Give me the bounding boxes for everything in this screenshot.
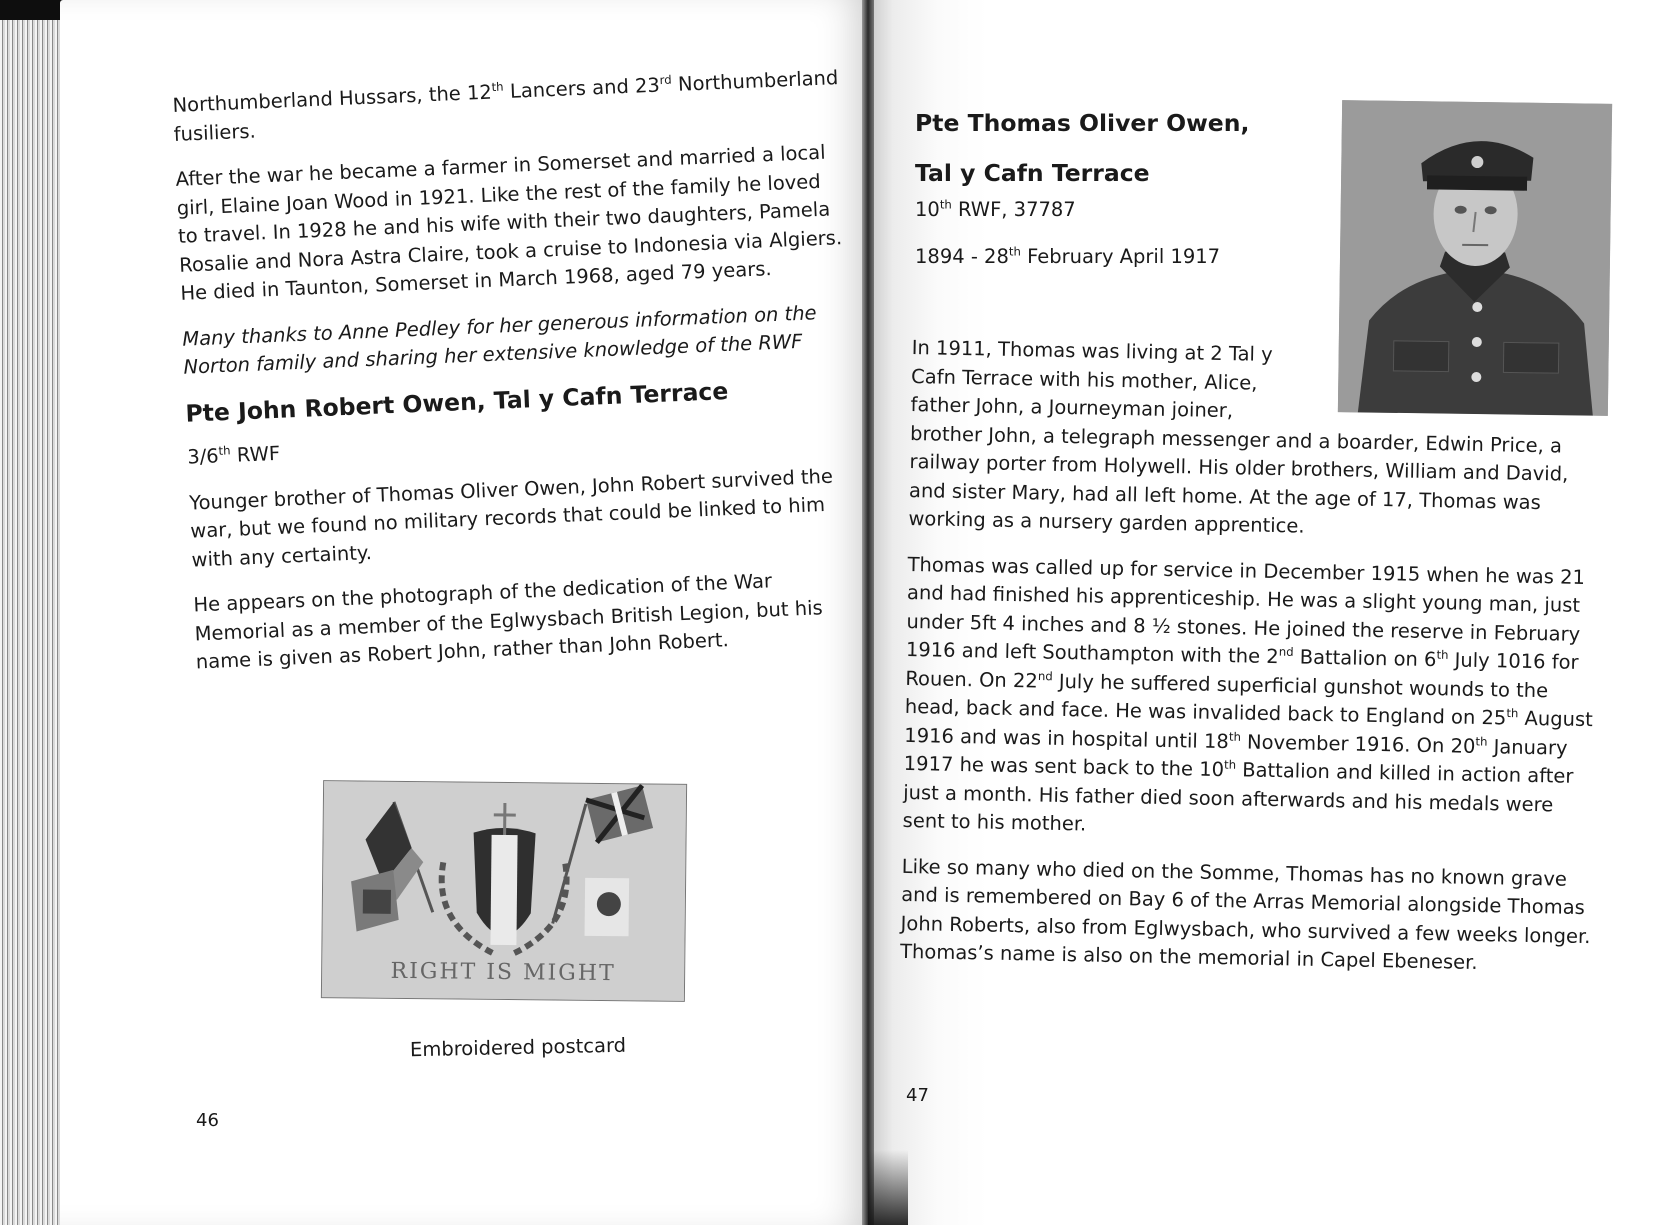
paragraph: He appears on the photograph of the dedication of the War Memorial as a member of the Eglwysbach British Legion, but his name is given as Robert John, rather than John Robert.: [193, 569, 824, 674]
paragraph: After the war he became a farmer in Somerset and married a local girl, Elaine Joan Wood in 1921. Like the rest of the family he loved to travel. In 1928 he and his wife with their two daughters, Pamela Rosalie and Nora Astra Claire, took a cruise to Indonesia via Algiers. He died in Taunton, Somerset in March 1968, aged 79 years.: [175, 140, 843, 305]
left-page-text: [172, 64, 867, 694]
section-heading-right: Pte Thomas Oliver Owen, Tal y Cafn Terrace: [915, 109, 1250, 187]
postcard-illustration: [322, 781, 686, 1001]
section-heading: Pte John Robert Owen, Tal y Cafn Terrace: [184, 376, 729, 428]
image-caption: Embroidered postcard: [409, 1033, 627, 1062]
paragraph: Northumberland Hussars, the 12th Lancers and 23rd Northumberland fusiliers.: [172, 66, 839, 146]
embroidered-postcard-image: [321, 780, 687, 1002]
page-number-right: 47: [906, 1085, 929, 1106]
life-dates: 1894 - 28th February April 1917: [915, 244, 1221, 268]
acknowledgement: Many thanks to Anne Pedley for her generous information on the Norton family and sharing her extensive knowledge of the RWF: [181, 300, 817, 379]
paragraph: Younger brother of Thomas Oliver Owen, John Robert survived the war, but we found no military records that could be linked to him with any certainty.: [188, 464, 834, 572]
paragraph: In 1911, Thomas was living at 2 Tal y Cafn Terrace with his mother, Alice, father John, a Journeyman joiner, brother John, a telegraph messenger and a boarder, Edwin Price, a railway porter from Holywell. His older brothers, William and David, and sister Mary, had all left home. At the age of 17, Thomas was working as a nursery garden apprentice.: [908, 335, 1569, 538]
page-number-left: 46: [196, 1110, 219, 1131]
service-number: 10th RWF, 37787: [915, 197, 1076, 221]
paragraph: Like so many who died on the Somme, Thomas has no known grave and is remembered on Bay 6 of the Arras Memorial alongside Thomas John Roberts, also from Eglwysbach, who survived a few weeks longer. Thomas’s name is also on the memorial in Capel Ebeneser.: [899, 854, 1591, 974]
postcard-motto: RIGHT IS MIGHT: [390, 958, 616, 987]
paragraph: Thomas was called up for service in December 1915 when he was 21 and had finished his apprenticeship. He was a slight young man, just under 5ft 4 inches and 8 ½ stones. He joined the reserve in February 1916 and left Southampton with the 2nd Battalion on 6th July 1016 for Rouen. On 22nd July he suffered superficial gunshot wounds to the head, back and face. He was invalided back to England on 25th August 1916 and was in hospital until 18th November 1916. On 20th January 1917 he was sent back to the 10th Battalion and killed in action after just a month. His father died soon afterwards and his medals were sent to his mother.: [902, 552, 1593, 836]
unit-line: 3/6th RWF: [186, 441, 281, 469]
right-page-text: [900, 334, 1602, 997]
gutter-shadow: [868, 1150, 908, 1225]
